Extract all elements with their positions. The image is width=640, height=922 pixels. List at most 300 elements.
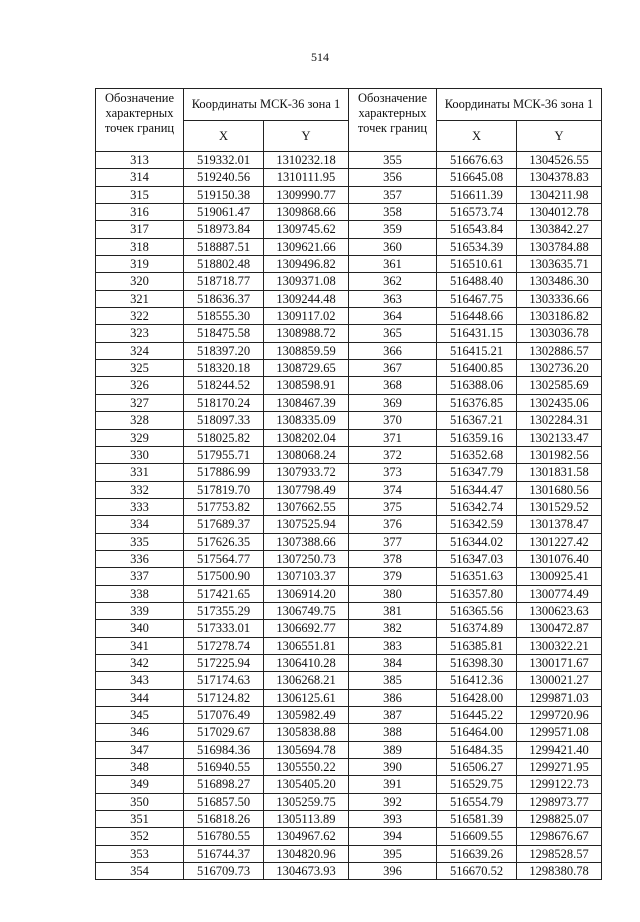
point-number-cell: 372 — [349, 446, 437, 463]
table-row — [96, 290, 349, 307]
y-coordinate-cell: 1300171.67 — [517, 654, 602, 671]
table-row — [96, 221, 349, 238]
point-number-cell: 360 — [349, 238, 437, 255]
y-coordinate-cell: 1307388.66 — [264, 533, 349, 550]
point-number-cell: 315 — [96, 186, 184, 203]
y-coordinate-cell: 1309117.02 — [264, 308, 349, 325]
table-row — [349, 689, 602, 706]
table-row — [96, 238, 349, 255]
x-coordinate-cell: 516639.26 — [437, 845, 517, 862]
table-row — [96, 429, 349, 446]
point-number-cell: 381 — [349, 602, 437, 619]
x-coordinate-cell: 517225.94 — [184, 654, 264, 671]
y-coordinate-cell: 1303842.27 — [517, 221, 602, 238]
point-number-cell: 326 — [96, 377, 184, 394]
point-number-cell: 392 — [349, 793, 437, 810]
x-coordinate-cell: 518887.51 — [184, 238, 264, 255]
point-number-cell: 384 — [349, 654, 437, 671]
y-coordinate-cell: 1310111.95 — [264, 169, 349, 186]
x-coordinate-cell: 516445.22 — [437, 707, 517, 724]
point-number-cell: 317 — [96, 221, 184, 238]
y-coordinate-cell: 1308859.59 — [264, 342, 349, 359]
x-coordinate-cell: 519061.47 — [184, 204, 264, 221]
x-coordinate-cell: 516984.36 — [184, 741, 264, 758]
table-row — [96, 412, 349, 429]
point-number-cell: 379 — [349, 568, 437, 585]
table-row — [349, 533, 602, 550]
y-coordinate-cell: 1307525.94 — [264, 516, 349, 533]
y-coordinate-cell: 1309621.66 — [264, 238, 349, 255]
x-coordinate-cell: 516645.08 — [437, 169, 517, 186]
y-coordinate-cell: 1303635.71 — [517, 256, 602, 273]
y-coordinate-cell: 1300925.41 — [517, 568, 602, 585]
y-coordinate-cell: 1304673.93 — [264, 863, 349, 880]
table-row — [96, 724, 349, 741]
x-coordinate-cell: 516818.26 — [184, 811, 264, 828]
point-number-cell: 316 — [96, 204, 184, 221]
y-coordinate-cell: 1306692.77 — [264, 620, 349, 637]
point-number-cell: 327 — [96, 394, 184, 411]
x-coordinate-cell: 516709.73 — [184, 863, 264, 880]
x-coordinate-cell: 517819.70 — [184, 481, 264, 498]
point-number-cell: 346 — [96, 724, 184, 741]
y-column-header: Y — [517, 121, 602, 152]
table-row — [96, 828, 349, 845]
y-coordinate-cell: 1309990.77 — [264, 186, 349, 203]
point-number-cell: 355 — [349, 152, 437, 169]
point-number-cell: 387 — [349, 707, 437, 724]
table-row — [349, 516, 602, 533]
point-number-cell: 393 — [349, 811, 437, 828]
table-row — [349, 620, 602, 637]
y-coordinate-cell: 1298380.78 — [517, 863, 602, 880]
y-coordinate-cell: 1298676.67 — [517, 828, 602, 845]
table-row — [96, 759, 349, 776]
table-row — [96, 498, 349, 515]
y-coordinate-cell: 1299871.03 — [517, 689, 602, 706]
y-coordinate-cell: 1303336.66 — [517, 290, 602, 307]
x-coordinate-cell: 516357.80 — [437, 585, 517, 602]
point-number-cell: 320 — [96, 273, 184, 290]
point-number-cell: 319 — [96, 256, 184, 273]
x-coordinate-cell: 518555.30 — [184, 308, 264, 325]
table-row — [96, 481, 349, 498]
x-coordinate-cell: 516464.00 — [437, 724, 517, 741]
y-coordinate-cell: 1301529.52 — [517, 498, 602, 515]
table-row — [349, 204, 602, 221]
table-row — [96, 707, 349, 724]
table-row — [96, 377, 349, 394]
table-row — [96, 516, 349, 533]
x-coordinate-cell: 518636.37 — [184, 290, 264, 307]
y-coordinate-cell: 1308598.91 — [264, 377, 349, 394]
x-coordinate-cell: 516342.59 — [437, 516, 517, 533]
y-coordinate-cell: 1305259.75 — [264, 793, 349, 810]
table-row — [96, 550, 349, 567]
y-coordinate-cell: 1304012.78 — [517, 204, 602, 221]
y-column-header: Y — [264, 121, 349, 152]
table-row — [349, 828, 602, 845]
y-coordinate-cell: 1309371.08 — [264, 273, 349, 290]
y-coordinate-cell: 1308202.04 — [264, 429, 349, 446]
point-number-cell: 337 — [96, 568, 184, 585]
y-coordinate-cell: 1301982.56 — [517, 446, 602, 463]
x-coordinate-cell: 517278.74 — [184, 637, 264, 654]
point-number-cell: 336 — [96, 550, 184, 567]
y-coordinate-cell: 1302736.20 — [517, 360, 602, 377]
table-row — [96, 360, 349, 377]
y-coordinate-cell: 1299571.08 — [517, 724, 602, 741]
x-coordinate-cell: 516344.02 — [437, 533, 517, 550]
point-number-cell: 333 — [96, 498, 184, 515]
point-number-cell: 378 — [349, 550, 437, 567]
x-coordinate-cell: 516347.03 — [437, 550, 517, 567]
x-coordinate-cell: 516573.74 — [437, 204, 517, 221]
x-coordinate-cell: 516347.79 — [437, 464, 517, 481]
table-row — [349, 446, 602, 463]
table-row — [349, 412, 602, 429]
point-number-cell: 323 — [96, 325, 184, 342]
y-coordinate-cell: 1310232.18 — [264, 152, 349, 169]
y-coordinate-cell: 1309496.82 — [264, 256, 349, 273]
x-coordinate-cell: 516412.36 — [437, 672, 517, 689]
x-coordinate-cell: 516543.84 — [437, 221, 517, 238]
x-coordinate-cell: 516506.27 — [437, 759, 517, 776]
table-row — [349, 221, 602, 238]
y-coordinate-cell: 1303784.88 — [517, 238, 602, 255]
table-row — [349, 238, 602, 255]
y-coordinate-cell: 1309244.48 — [264, 290, 349, 307]
x-coordinate-cell: 516484.35 — [437, 741, 517, 758]
table-row — [349, 360, 602, 377]
table-row — [96, 741, 349, 758]
table-row — [96, 394, 349, 411]
table-row — [96, 446, 349, 463]
left-table-container — [95, 88, 349, 880]
y-coordinate-cell: 1302133.47 — [517, 429, 602, 446]
table-row — [349, 741, 602, 758]
point-number-cell: 367 — [349, 360, 437, 377]
x-coordinate-cell: 517689.37 — [184, 516, 264, 533]
point-number-cell: 344 — [96, 689, 184, 706]
point-number-cell: 348 — [96, 759, 184, 776]
x-coordinate-cell: 516581.39 — [437, 811, 517, 828]
table-row — [349, 186, 602, 203]
point-number-cell: 321 — [96, 290, 184, 307]
point-number-cell: 335 — [96, 533, 184, 550]
y-coordinate-cell: 1299271.95 — [517, 759, 602, 776]
point-number-cell: 363 — [349, 290, 437, 307]
table-row — [349, 707, 602, 724]
table-row — [96, 533, 349, 550]
table-row — [96, 672, 349, 689]
point-number-cell: 334 — [96, 516, 184, 533]
page-number: 514 — [311, 50, 329, 64]
x-coordinate-cell: 516351.63 — [437, 568, 517, 585]
point-number-cell: 374 — [349, 481, 437, 498]
y-coordinate-cell: 1305838.88 — [264, 724, 349, 741]
y-coordinate-cell: 1300472.87 — [517, 620, 602, 637]
y-coordinate-cell: 1298825.07 — [517, 811, 602, 828]
y-coordinate-cell: 1300021.27 — [517, 672, 602, 689]
point-number-cell: 331 — [96, 464, 184, 481]
point-number-cell: 375 — [349, 498, 437, 515]
x-coordinate-cell: 516510.61 — [437, 256, 517, 273]
table-row — [96, 689, 349, 706]
table-row — [96, 204, 349, 221]
left-coordinates-table — [95, 88, 349, 880]
point-number-cell: 390 — [349, 759, 437, 776]
x-coordinate-cell: 517626.35 — [184, 533, 264, 550]
x-coordinate-cell: 517564.77 — [184, 550, 264, 567]
y-coordinate-cell: 1300623.63 — [517, 602, 602, 619]
point-number-cell: 318 — [96, 238, 184, 255]
table-row — [349, 325, 602, 342]
point-number-cell: 351 — [96, 811, 184, 828]
point-number-cell: 341 — [96, 637, 184, 654]
y-coordinate-cell: 1299421.40 — [517, 741, 602, 758]
point-number-cell: 396 — [349, 863, 437, 880]
x-coordinate-cell: 516367.21 — [437, 412, 517, 429]
y-coordinate-cell: 1302585.69 — [517, 377, 602, 394]
x-coordinate-cell: 518244.52 — [184, 377, 264, 394]
point-number-cell: 389 — [349, 741, 437, 758]
point-number-cell: 313 — [96, 152, 184, 169]
point-number-cell: 353 — [96, 845, 184, 862]
point-number-cell: 373 — [349, 464, 437, 481]
y-coordinate-cell: 1308729.65 — [264, 360, 349, 377]
point-number-cell: 382 — [349, 620, 437, 637]
table-row — [349, 550, 602, 567]
y-coordinate-cell: 1302435.06 — [517, 394, 602, 411]
x-coordinate-cell: 517333.01 — [184, 620, 264, 637]
x-coordinate-cell: 517076.49 — [184, 707, 264, 724]
table-row — [96, 845, 349, 862]
x-coordinate-cell: 517421.65 — [184, 585, 264, 602]
point-number-cell: 380 — [349, 585, 437, 602]
x-coordinate-cell: 516352.68 — [437, 446, 517, 463]
y-coordinate-cell: 1304967.62 — [264, 828, 349, 845]
y-coordinate-cell: 1305405.20 — [264, 776, 349, 793]
x-coordinate-cell: 519240.56 — [184, 169, 264, 186]
table-row — [349, 394, 602, 411]
y-coordinate-cell: 1298528.57 — [517, 845, 602, 862]
y-coordinate-cell: 1308335.09 — [264, 412, 349, 429]
table-row — [96, 464, 349, 481]
point-number-cell: 366 — [349, 342, 437, 359]
y-coordinate-cell: 1301680.56 — [517, 481, 602, 498]
y-coordinate-cell: 1307250.73 — [264, 550, 349, 567]
table-row — [96, 793, 349, 810]
y-coordinate-cell: 1301378.47 — [517, 516, 602, 533]
point-number-cell: 391 — [349, 776, 437, 793]
table-row — [96, 637, 349, 654]
point-number-cell: 364 — [349, 308, 437, 325]
table-row — [96, 620, 349, 637]
x-coordinate-cell: 517124.82 — [184, 689, 264, 706]
y-coordinate-cell: 1304526.55 — [517, 152, 602, 169]
y-coordinate-cell: 1306749.75 — [264, 602, 349, 619]
y-coordinate-cell: 1309868.66 — [264, 204, 349, 221]
table-row — [96, 654, 349, 671]
point-number-cell: 383 — [349, 637, 437, 654]
table-row — [349, 169, 602, 186]
table-row — [349, 377, 602, 394]
x-coordinate-cell: 516431.15 — [437, 325, 517, 342]
table-row — [349, 863, 602, 880]
x-coordinate-cell: 517955.71 — [184, 446, 264, 463]
table-row — [96, 342, 349, 359]
point-number-cell: 314 — [96, 169, 184, 186]
point-number-cell: 329 — [96, 429, 184, 446]
y-coordinate-cell: 1303486.30 — [517, 273, 602, 290]
x-coordinate-cell: 518802.48 — [184, 256, 264, 273]
y-coordinate-cell: 1306125.61 — [264, 689, 349, 706]
point-number-cell: 369 — [349, 394, 437, 411]
x-coordinate-cell: 516385.81 — [437, 637, 517, 654]
table-row — [349, 759, 602, 776]
y-coordinate-cell: 1301227.42 — [517, 533, 602, 550]
point-number-cell: 324 — [96, 342, 184, 359]
point-number-cell: 365 — [349, 325, 437, 342]
y-coordinate-cell: 1306268.21 — [264, 672, 349, 689]
point-designation-header: Обозначение характерных точек границ — [349, 89, 437, 152]
y-coordinate-cell: 1300322.21 — [517, 637, 602, 654]
point-number-cell: 385 — [349, 672, 437, 689]
table-row — [96, 811, 349, 828]
y-coordinate-cell: 1304820.96 — [264, 845, 349, 862]
x-coordinate-cell: 518397.20 — [184, 342, 264, 359]
x-coordinate-cell: 517174.63 — [184, 672, 264, 689]
y-coordinate-cell: 1301831.58 — [517, 464, 602, 481]
x-coordinate-cell: 516344.47 — [437, 481, 517, 498]
point-number-cell: 377 — [349, 533, 437, 550]
x-coordinate-cell: 516398.30 — [437, 654, 517, 671]
table-row — [349, 724, 602, 741]
table-row — [349, 308, 602, 325]
table-row — [349, 342, 602, 359]
right-coordinates-table — [348, 88, 602, 880]
x-coordinate-cell: 517886.99 — [184, 464, 264, 481]
point-number-cell: 322 — [96, 308, 184, 325]
table-row — [349, 776, 602, 793]
table-row — [349, 793, 602, 810]
x-coordinate-cell: 516376.85 — [437, 394, 517, 411]
y-coordinate-cell: 1309745.62 — [264, 221, 349, 238]
x-coordinate-cell: 516365.56 — [437, 602, 517, 619]
y-coordinate-cell: 1298973.77 — [517, 793, 602, 810]
table-row — [96, 602, 349, 619]
table-row — [96, 863, 349, 880]
x-coordinate-cell: 516448.66 — [437, 308, 517, 325]
table-row — [349, 481, 602, 498]
table-row — [349, 256, 602, 273]
y-coordinate-cell: 1300774.49 — [517, 585, 602, 602]
point-number-cell: 349 — [96, 776, 184, 793]
x-coordinate-cell: 516467.75 — [437, 290, 517, 307]
left-table-body — [96, 152, 349, 880]
y-coordinate-cell: 1306551.81 — [264, 637, 349, 654]
coordinates-header: Координаты МСК-36 зона 1 — [184, 89, 349, 121]
coordinates-header: Координаты МСК-36 зона 1 — [437, 89, 602, 121]
x-coordinate-cell: 518170.24 — [184, 394, 264, 411]
y-coordinate-cell: 1302886.57 — [517, 342, 602, 359]
point-number-cell: 354 — [96, 863, 184, 880]
table-row — [349, 429, 602, 446]
y-coordinate-cell: 1306410.28 — [264, 654, 349, 671]
table-row — [96, 325, 349, 342]
point-number-cell: 376 — [349, 516, 437, 533]
point-number-cell: 350 — [96, 793, 184, 810]
y-coordinate-cell: 1307662.55 — [264, 498, 349, 515]
x-coordinate-cell: 516388.06 — [437, 377, 517, 394]
point-number-cell: 357 — [349, 186, 437, 203]
x-coordinate-cell: 517355.29 — [184, 602, 264, 619]
table-row — [349, 654, 602, 671]
point-number-cell: 330 — [96, 446, 184, 463]
x-coordinate-cell: 519332.01 — [184, 152, 264, 169]
point-number-cell: 361 — [349, 256, 437, 273]
point-number-cell: 342 — [96, 654, 184, 671]
point-designation-header: Обозначение характерных точек границ — [96, 89, 184, 152]
y-coordinate-cell: 1304378.83 — [517, 169, 602, 186]
point-number-cell: 371 — [349, 429, 437, 446]
point-number-cell: 352 — [96, 828, 184, 845]
x-coordinate-cell: 516676.63 — [437, 152, 517, 169]
point-number-cell: 343 — [96, 672, 184, 689]
table-row — [96, 585, 349, 602]
point-number-cell: 328 — [96, 412, 184, 429]
y-coordinate-cell: 1308988.72 — [264, 325, 349, 342]
x-coordinate-cell: 516534.39 — [437, 238, 517, 255]
point-number-cell: 370 — [349, 412, 437, 429]
point-number-cell: 340 — [96, 620, 184, 637]
y-coordinate-cell: 1305982.49 — [264, 707, 349, 724]
x-coordinate-cell: 516609.55 — [437, 828, 517, 845]
x-coordinate-cell: 516488.40 — [437, 273, 517, 290]
x-coordinate-cell: 516670.52 — [437, 863, 517, 880]
right-table-body — [349, 152, 602, 880]
y-coordinate-cell: 1307798.49 — [264, 481, 349, 498]
point-number-cell: 338 — [96, 585, 184, 602]
table-row — [96, 152, 349, 169]
x-coordinate-cell: 516374.89 — [437, 620, 517, 637]
point-number-cell: 386 — [349, 689, 437, 706]
x-coordinate-cell: 518718.77 — [184, 273, 264, 290]
table-row — [96, 273, 349, 290]
x-coordinate-cell: 516611.39 — [437, 186, 517, 203]
y-coordinate-cell: 1304211.98 — [517, 186, 602, 203]
table-row — [96, 186, 349, 203]
x-coordinate-cell: 516554.79 — [437, 793, 517, 810]
table-row — [349, 498, 602, 515]
point-number-cell: 395 — [349, 845, 437, 862]
point-number-cell: 358 — [349, 204, 437, 221]
x-coordinate-cell: 519150.38 — [184, 186, 264, 203]
y-coordinate-cell: 1302284.31 — [517, 412, 602, 429]
table-row — [349, 568, 602, 585]
y-coordinate-cell: 1299122.73 — [517, 776, 602, 793]
y-coordinate-cell: 1308068.24 — [264, 446, 349, 463]
point-number-cell: 325 — [96, 360, 184, 377]
table-row — [349, 273, 602, 290]
x-column-header: X — [437, 121, 517, 152]
table-row — [96, 308, 349, 325]
point-number-cell: 394 — [349, 828, 437, 845]
x-coordinate-cell: 516359.16 — [437, 429, 517, 446]
table-row — [96, 776, 349, 793]
right-table-container — [348, 88, 602, 880]
